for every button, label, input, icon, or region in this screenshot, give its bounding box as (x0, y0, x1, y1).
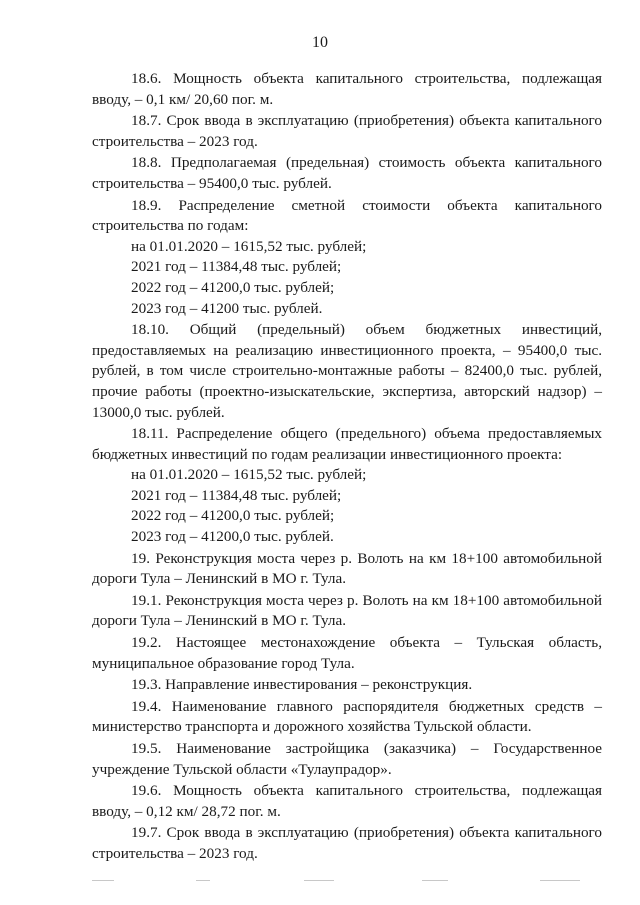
paragraph-18-8: 18.8. Предполагаемая (предельная) стоимость объекта капитального строительства – 95400,0 тыс. рублей. (92, 154, 602, 192)
scan-artifacts (92, 880, 602, 884)
list-item: 2022 год – 41200,0 тыс. рублей; (131, 507, 335, 525)
paragraph-18-10: 18.10. Общий (предельный) объем бюджетных инвестиций, предоставляемых на реализацию инвестиционного проекта, – 95400,0 тыс. рублей, в том числе строительно-монтажные работы – 82400,0 тыс. рублей, прочие работы (проектно-изыскательские, экспертиза, авторский надзор) – 13000,0 тыс. рублей. (92, 321, 602, 421)
page-number: 10 (312, 34, 328, 51)
list-item: 2023 год – 41200,0 тыс. рублей. (131, 528, 334, 546)
list-item: 2023 год – 41200 тыс. рублей. (131, 299, 323, 317)
list-item: на 01.01.2020 – 1615,52 тыс. рублей; (131, 466, 367, 484)
paragraph-19-5: 19.5. Наименование застройщика (заказчика) – Государственное учреждение Тульской области «Тулаупрадор». (92, 740, 602, 778)
paragraph-18-9: 18.9. Распределение сметной стоимости объекта капитального строительства по годам: (92, 196, 602, 235)
paragraph-18-6: 18.6. Мощность объекта капитального строительства, подлежащая вводу, – 0,1 км/ 20,60 пог. м. (92, 70, 602, 108)
paragraph-19-6: 19.6. Мощность объекта капитального строительства, подлежащая вводу, – 0,12 км/ 28,72 пог. м. (92, 782, 602, 820)
paragraph-19-4: 19.4. Наименование главного распорядителя бюджетных средств – министерство транспорта и дорожного хозяйства Тульской области. (92, 697, 602, 736)
list-item: на 01.01.2020 – 1615,52 тыс. рублей; (131, 237, 367, 255)
document-body (92, 69, 602, 865)
list-item: 2022 год – 41200,0 тыс. рублей; (131, 278, 335, 296)
list-item: 2021 год – 11384,48 тыс. рублей; (131, 258, 342, 276)
paragraph-18-7: 18.7. Срок ввода в эксплуатацию (приобретения) объекта капитального строительства – 2023 год. (92, 112, 602, 150)
list-item: 2021 год – 11384,48 тыс. рублей; (131, 486, 342, 504)
paragraph-19-1: 19.1. Реконструкция моста через р. Волоть на км 18+100 автомобильной дороги Тула – Ленинский в МО г. Тула. (92, 591, 602, 630)
paragraph-19: 19. Реконструкция моста через р. Волоть на км 18+100 автомобильной дороги Тула – Ленинский в МО г. Тула. (92, 549, 602, 588)
paragraph-19-3: 19.3. Направление инвестирования – реконструкция. (131, 676, 473, 694)
paragraph-18-11: 18.11. Распределение общего (предельного) объема предоставляемых бюджетных инвестиций по годам реализации инвестиционного проекта: (92, 425, 602, 463)
paragraph-19-7: 19.7. Срок ввода в эксплуатацию (приобретения) объекта капитального строительства – 2023 год. (92, 824, 602, 862)
paragraph-19-2: 19.2. Настоящее местонахождение объекта – Тульская область, муниципальное образование город Тула. (92, 634, 602, 672)
